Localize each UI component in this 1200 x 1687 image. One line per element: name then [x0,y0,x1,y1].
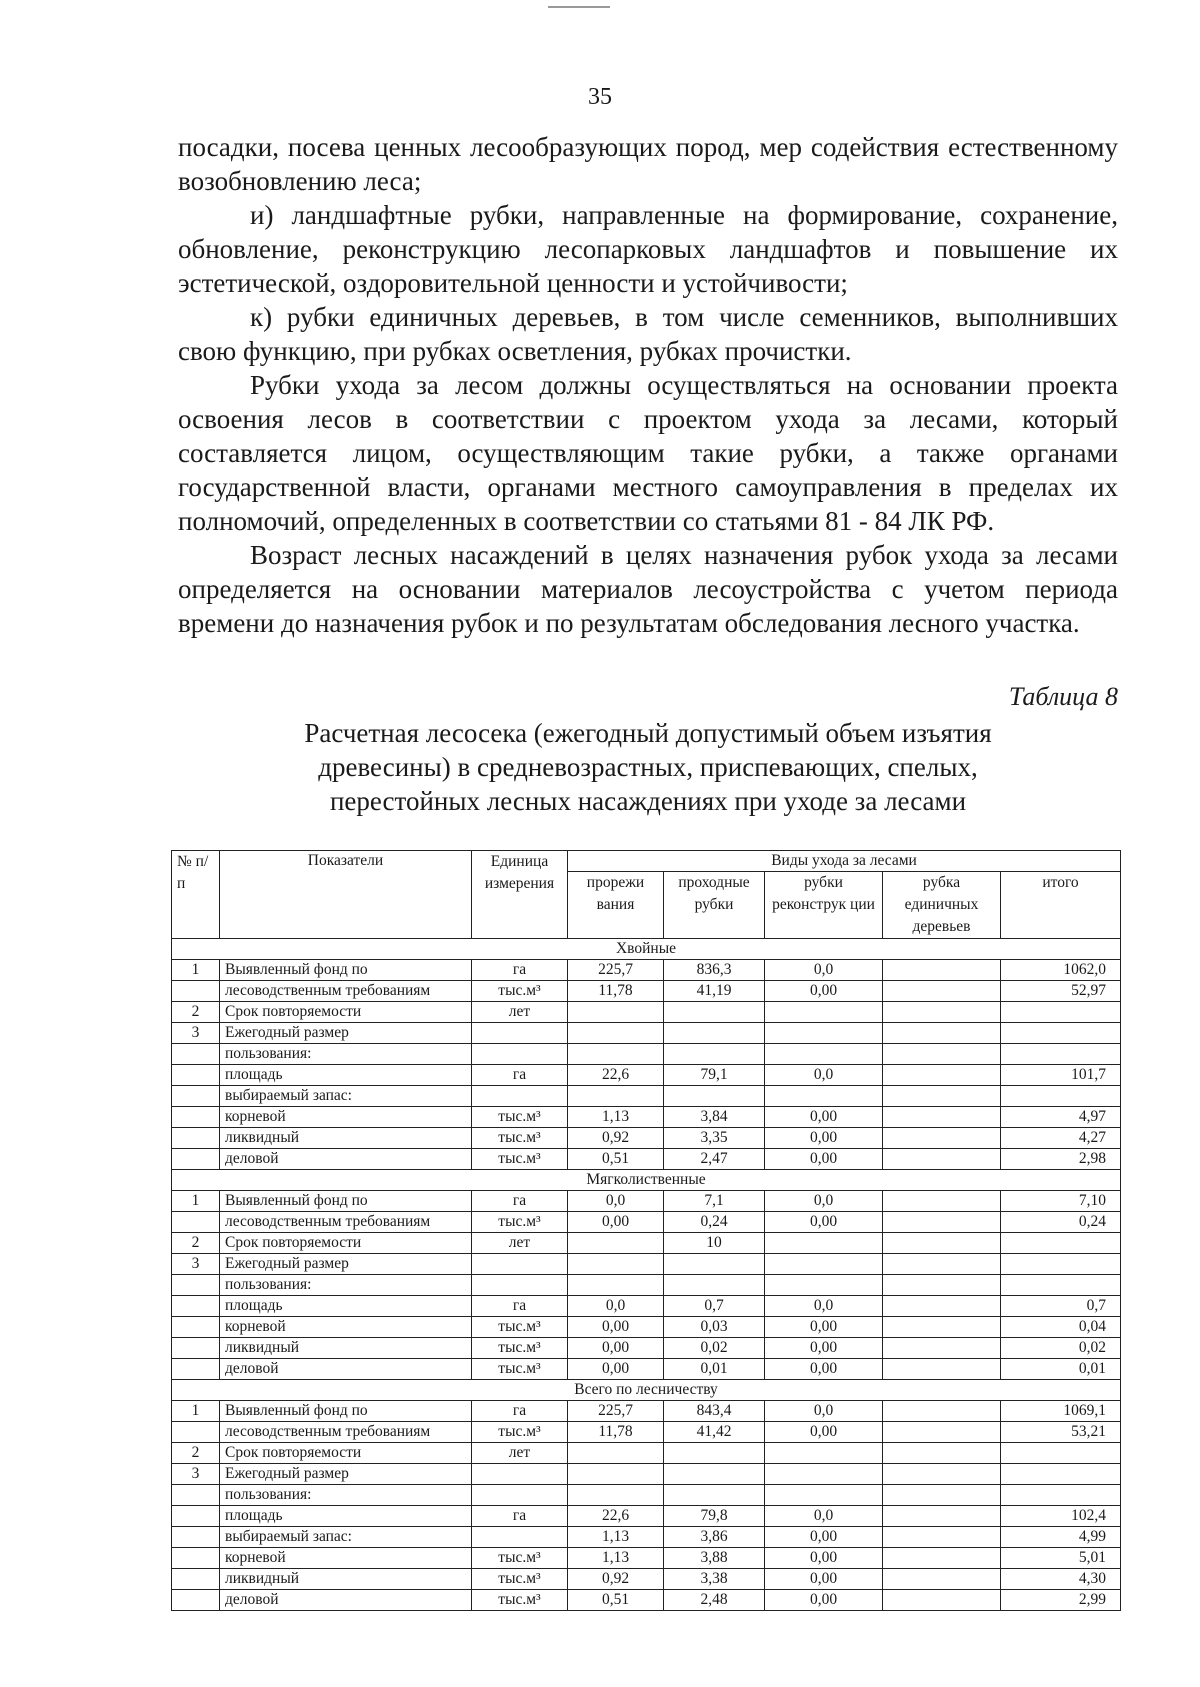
cell-passing: 3,38 [664,1569,765,1590]
cell-passing [664,1275,765,1296]
cell-reconstruction: 0,00 [765,1212,883,1233]
cell-reconstruction [765,1086,883,1107]
row-number [172,1044,220,1065]
cell-reconstruction [765,1275,883,1296]
section-title: Мягколиственные [172,1170,1121,1191]
cell-reconstruction: 0,00 [765,1149,883,1170]
cell-passing: 10 [664,1233,765,1254]
table-row [172,1338,1121,1359]
cell-total [1001,1023,1121,1044]
row-unit [472,1275,568,1296]
row-label: корневой [220,1548,472,1569]
row-label: Срок повторяемости [220,1443,472,1464]
cell-single-trees [883,1086,1001,1107]
cell-passing: 79,1 [664,1065,765,1086]
cell-single-trees [883,1002,1001,1023]
row-label: Выявленный фонд по [220,960,472,981]
cell-reconstruction: 0,0 [765,1401,883,1422]
cell-reconstruction: 0,00 [765,1590,883,1611]
table-row [172,1548,1121,1569]
cell-single-trees [883,1149,1001,1170]
row-label: Ежегодный размер [220,1464,472,1485]
row-unit [472,1254,568,1275]
cell-total [1001,1002,1121,1023]
table-row [172,1023,1121,1044]
cell-passing [664,1002,765,1023]
row-unit: га [472,1191,568,1212]
cell-thinning: 0,92 [568,1569,664,1590]
cell-single-trees [883,1275,1001,1296]
row-number [172,1569,220,1590]
row-label: площадь [220,1296,472,1317]
paragraph: к) рубки единичных деревьев, в том числе семенников, выполнивших свою функцию, при рубках осветления, рубках прочистки. [178,302,1118,366]
table-row [172,1506,1121,1527]
cell-single-trees [883,1065,1001,1086]
table-row [172,1128,1121,1149]
cell-reconstruction [765,1023,883,1044]
table-title-line: Расчетная лесосека (ежегодный допустимый объем изъятия [304,718,992,748]
row-number [172,1149,220,1170]
cell-total: 4,97 [1001,1107,1121,1128]
cell-single-trees [883,1128,1001,1149]
cell-thinning: 0,00 [568,1338,664,1359]
table-row [172,1443,1121,1464]
cell-thinning: 1,13 [568,1107,664,1128]
row-unit [472,1527,568,1548]
row-number [172,1317,220,1338]
row-unit: тыс.м³ [472,1128,568,1149]
header-col-total: итого [1001,872,1121,939]
cell-reconstruction: 0,00 [765,1548,883,1569]
cell-single-trees [883,1107,1001,1128]
cell-passing: 0,7 [664,1296,765,1317]
cell-thinning: 0,00 [568,1212,664,1233]
paragraph: и) ландшафтные рубки, направленные на формирование, сохранение, обновление, реконструкцию лесопарковых ландшафтов и повышение их эстетической, оздоровительной ценности и устойчивости; [178,200,1118,298]
cell-total: 52,97 [1001,981,1121,1002]
row-label: ликвидный [220,1569,472,1590]
section-title: Всего по лесничеству [172,1380,1121,1401]
cell-reconstruction: 0,00 [765,1422,883,1443]
cell-total [1001,1233,1121,1254]
cell-thinning [568,1485,664,1506]
cell-passing: 3,35 [664,1128,765,1149]
cell-reconstruction: 0,00 [765,1128,883,1149]
table-row [172,1107,1121,1128]
row-unit: тыс.м³ [472,1548,568,1569]
cell-thinning [568,1023,664,1044]
cell-single-trees [883,1359,1001,1380]
cell-total [1001,1464,1121,1485]
row-number: 1 [172,1191,220,1212]
row-unit [472,1044,568,1065]
row-number [172,1527,220,1548]
row-number: 3 [172,1023,220,1044]
row-unit: лет [472,1443,568,1464]
cell-thinning [568,1443,664,1464]
cell-total: 53,21 [1001,1422,1121,1443]
cell-thinning [568,1233,664,1254]
row-label: корневой [220,1107,472,1128]
cell-thinning: 0,92 [568,1128,664,1149]
cell-passing: 41,42 [664,1422,765,1443]
cell-passing: 836,3 [664,960,765,981]
table-row [172,1401,1121,1422]
cell-thinning: 225,7 [568,960,664,981]
row-number: 2 [172,1233,220,1254]
row-number [172,1107,220,1128]
row-label: выбираемый запас: [220,1527,472,1548]
row-label: лесоводственным требованиям [220,1212,472,1233]
header-col-single-trees: рубка единичных деревьев [883,872,1001,939]
row-label: деловой [220,1359,472,1380]
cell-thinning: 0,00 [568,1317,664,1338]
cell-thinning [568,1086,664,1107]
cell-total [1001,1443,1121,1464]
header-unit: Единица измерения [472,851,568,939]
cell-thinning: 0,0 [568,1296,664,1317]
cell-single-trees [883,1191,1001,1212]
cell-passing [664,1254,765,1275]
cell-passing [664,1443,765,1464]
table-row [172,1044,1121,1065]
table-row [172,1317,1121,1338]
cell-thinning: 0,0 [568,1191,664,1212]
cell-passing: 7,1 [664,1191,765,1212]
cell-reconstruction: 0,0 [765,1506,883,1527]
row-unit: тыс.м³ [472,1212,568,1233]
row-label: Ежегодный размер [220,1254,472,1275]
cell-reconstruction [765,1044,883,1065]
cell-thinning [568,1002,664,1023]
header-group: Виды ухода за лесами [568,851,1121,872]
table-title-line: перестойных лесных насаждениях при уходе за лесами [329,786,967,816]
cell-passing: 0,03 [664,1317,765,1338]
cell-single-trees [883,1401,1001,1422]
row-number [172,1275,220,1296]
cell-single-trees [883,1464,1001,1485]
row-unit: га [472,1401,568,1422]
cell-thinning: 11,78 [568,1422,664,1443]
row-number: 2 [172,1443,220,1464]
table-body [172,939,1121,1611]
cell-reconstruction [765,1464,883,1485]
row-label: корневой [220,1317,472,1338]
row-unit: тыс.м³ [472,1590,568,1611]
cell-reconstruction [765,1002,883,1023]
cell-thinning: 0,51 [568,1590,664,1611]
cell-passing [664,1485,765,1506]
body-text [178,130,1118,640]
cell-total: 0,7 [1001,1296,1121,1317]
row-unit: тыс.м³ [472,1359,568,1380]
cell-total: 4,99 [1001,1527,1121,1548]
cell-total: 4,30 [1001,1569,1121,1590]
cell-thinning: 22,6 [568,1506,664,1527]
paragraph: Возраст лесных насаждений в целях назначения рубок ухода за лесами определяется на основании материалов лесоустройства с учетом периода времени до назначения рубок и по результатам обследования лесного участка. [178,540,1118,638]
row-label: Срок повторяемости [220,1002,472,1023]
row-label: лесоводственным требованиям [220,981,472,1002]
paragraph: Рубки ухода за лесом должны осуществляться на основании проекта освоения лесов в соответствии с проектом ухода за лесами, который составляется лицом, осуществляющим такие рубки, а также органами государственной власти, органами местного самоуправления в пределах их полномочий, определенных в соответствии со статьями 81 - 84 ЛК РФ. [178,370,1118,536]
cell-single-trees [883,1233,1001,1254]
row-number [172,1296,220,1317]
cell-single-trees [883,1296,1001,1317]
cell-single-trees [883,1212,1001,1233]
row-unit: лет [472,1002,568,1023]
cell-thinning: 225,7 [568,1401,664,1422]
row-number: 3 [172,1464,220,1485]
row-number: 2 [172,1002,220,1023]
row-number [172,1338,220,1359]
cell-passing [664,1086,765,1107]
row-number [172,1485,220,1506]
table-row [172,1233,1121,1254]
cell-reconstruction: 0,00 [765,1338,883,1359]
cell-thinning: 1,13 [568,1548,664,1569]
row-unit: тыс.м³ [472,1107,568,1128]
cell-single-trees [883,1506,1001,1527]
cell-passing: 41,19 [664,981,765,1002]
cell-reconstruction: 0,0 [765,1065,883,1086]
table-row [172,981,1121,1002]
row-number [172,1212,220,1233]
row-label: пользования: [220,1044,472,1065]
cell-thinning [568,1044,664,1065]
cell-single-trees [883,1443,1001,1464]
cell-passing: 3,86 [664,1527,765,1548]
row-unit: га [472,1296,568,1317]
row-unit: лет [472,1233,568,1254]
cell-total [1001,1275,1121,1296]
row-label: ликвидный [220,1128,472,1149]
row-unit [472,1464,568,1485]
cell-passing [664,1044,765,1065]
cell-single-trees [883,1548,1001,1569]
cell-reconstruction: 0,0 [765,1296,883,1317]
data-table [171,850,1121,1611]
header-indicator: Показатели [220,851,472,939]
cell-total [1001,1044,1121,1065]
row-unit: тыс.м³ [472,981,568,1002]
table-row [172,1254,1121,1275]
page-number: 35 [588,84,612,110]
cell-passing: 3,88 [664,1548,765,1569]
table-row [172,1590,1121,1611]
row-unit: тыс.м³ [472,1422,568,1443]
cell-reconstruction: 0,00 [765,1569,883,1590]
row-label: ликвидный [220,1338,472,1359]
cell-passing: 0,02 [664,1338,765,1359]
cell-total: 1069,1 [1001,1401,1121,1422]
cell-reconstruction: 0,00 [765,1527,883,1548]
cell-total: 2,98 [1001,1149,1121,1170]
cell-reconstruction: 0,00 [765,1107,883,1128]
cell-passing: 0,24 [664,1212,765,1233]
row-label: выбираемый запас: [220,1086,472,1107]
cell-reconstruction [765,1254,883,1275]
section-row [172,939,1121,960]
cell-thinning [568,1275,664,1296]
table-row [172,960,1121,981]
cell-single-trees [883,1422,1001,1443]
row-number [172,981,220,1002]
cell-reconstruction: 0,0 [765,960,883,981]
cell-passing: 0,01 [664,1359,765,1380]
row-label: деловой [220,1590,472,1611]
row-unit: га [472,1065,568,1086]
cell-passing: 3,84 [664,1107,765,1128]
row-label: площадь [220,1065,472,1086]
row-number: 3 [172,1254,220,1275]
table-row [172,1065,1121,1086]
cell-total: 4,27 [1001,1128,1121,1149]
cell-passing [664,1464,765,1485]
header-col-thinning: прорежи вания [568,872,664,939]
row-unit: га [472,960,568,981]
cell-reconstruction: 0,00 [765,1317,883,1338]
cell-total: 1062,0 [1001,960,1121,981]
cell-passing: 2,47 [664,1149,765,1170]
cell-total: 0,01 [1001,1359,1121,1380]
row-number [172,1128,220,1149]
table-row [172,1002,1121,1023]
section-row [172,1380,1121,1401]
row-number [172,1548,220,1569]
row-number: 1 [172,1401,220,1422]
row-label: Выявленный фонд по [220,1401,472,1422]
row-number [172,1590,220,1611]
cell-total: 7,10 [1001,1191,1121,1212]
row-label: лесоводственным требованиям [220,1422,472,1443]
row-number [172,1065,220,1086]
cell-passing [664,1023,765,1044]
header-num: № п/п [172,851,220,939]
row-number [172,1359,220,1380]
cell-reconstruction: 0,00 [765,981,883,1002]
cell-single-trees [883,1569,1001,1590]
cell-total: 0,24 [1001,1212,1121,1233]
row-unit [472,1023,568,1044]
cell-total: 5,01 [1001,1548,1121,1569]
cell-total [1001,1485,1121,1506]
row-number [172,1086,220,1107]
header-col-passing: проходные рубки [664,872,765,939]
cell-thinning: 11,78 [568,981,664,1002]
cell-total: 102,4 [1001,1506,1121,1527]
table-row [172,1422,1121,1443]
cell-single-trees [883,1254,1001,1275]
table-row [172,1359,1121,1380]
cell-single-trees [883,1527,1001,1548]
table-row [172,1275,1121,1296]
row-label: пользования: [220,1275,472,1296]
table-row [172,1485,1121,1506]
row-number [172,1506,220,1527]
cell-single-trees [883,960,1001,981]
row-label: Ежегодный размер [220,1023,472,1044]
cell-single-trees [883,1044,1001,1065]
table-title [178,716,1118,818]
cell-total [1001,1254,1121,1275]
cell-thinning: 1,13 [568,1527,664,1548]
cell-reconstruction: 0,00 [765,1359,883,1380]
cell-thinning: 0,51 [568,1149,664,1170]
header-col-reconstruction: рубки реконструк ции [765,872,883,939]
table-label: Таблица 8 [1008,682,1118,711]
cell-single-trees [883,1590,1001,1611]
row-label: деловой [220,1149,472,1170]
cell-single-trees [883,1485,1001,1506]
cell-thinning: 22,6 [568,1065,664,1086]
cell-total: 2,99 [1001,1590,1121,1611]
cell-single-trees [883,981,1001,1002]
cell-total [1001,1086,1121,1107]
cell-thinning [568,1464,664,1485]
cell-passing: 79,8 [664,1506,765,1527]
table-row [172,1464,1121,1485]
row-unit: тыс.м³ [472,1338,568,1359]
cell-total: 0,04 [1001,1317,1121,1338]
cell-thinning [568,1254,664,1275]
cell-reconstruction: 0,0 [765,1191,883,1212]
row-unit: га [472,1506,568,1527]
table-title-line: древесины) в средневозрастных, приспевающих, спелых, [318,752,978,782]
table-row [172,1212,1121,1233]
cell-reconstruction [765,1485,883,1506]
cell-single-trees [883,1317,1001,1338]
row-unit: тыс.м³ [472,1569,568,1590]
row-unit [472,1086,568,1107]
row-label: площадь [220,1506,472,1527]
section-row [172,1170,1121,1191]
table-row [172,1527,1121,1548]
cell-total: 0,02 [1001,1338,1121,1359]
cell-total: 101,7 [1001,1065,1121,1086]
cell-thinning: 0,00 [568,1359,664,1380]
row-label: Срок повторяемости [220,1233,472,1254]
table-row [172,1569,1121,1590]
scan-artifact [548,6,610,8]
row-label: Выявленный фонд по [220,1191,472,1212]
table-row [172,1296,1121,1317]
cell-single-trees [883,1023,1001,1044]
table-row [172,1086,1121,1107]
cell-passing: 2,48 [664,1590,765,1611]
paragraph: посадки, посева ценных лесообразующих пород, мер содействия естественному возобновлению леса; [178,132,1118,196]
cell-passing: 843,4 [664,1401,765,1422]
table-row [172,1149,1121,1170]
section-title: Хвойные [172,939,1121,960]
cell-reconstruction [765,1233,883,1254]
row-unit: тыс.м³ [472,1317,568,1338]
row-unit [472,1485,568,1506]
row-number: 1 [172,960,220,981]
cell-reconstruction [765,1443,883,1464]
row-number [172,1422,220,1443]
row-unit: тыс.м³ [472,1149,568,1170]
row-label: пользования: [220,1485,472,1506]
cell-single-trees [883,1338,1001,1359]
table-row [172,1191,1121,1212]
